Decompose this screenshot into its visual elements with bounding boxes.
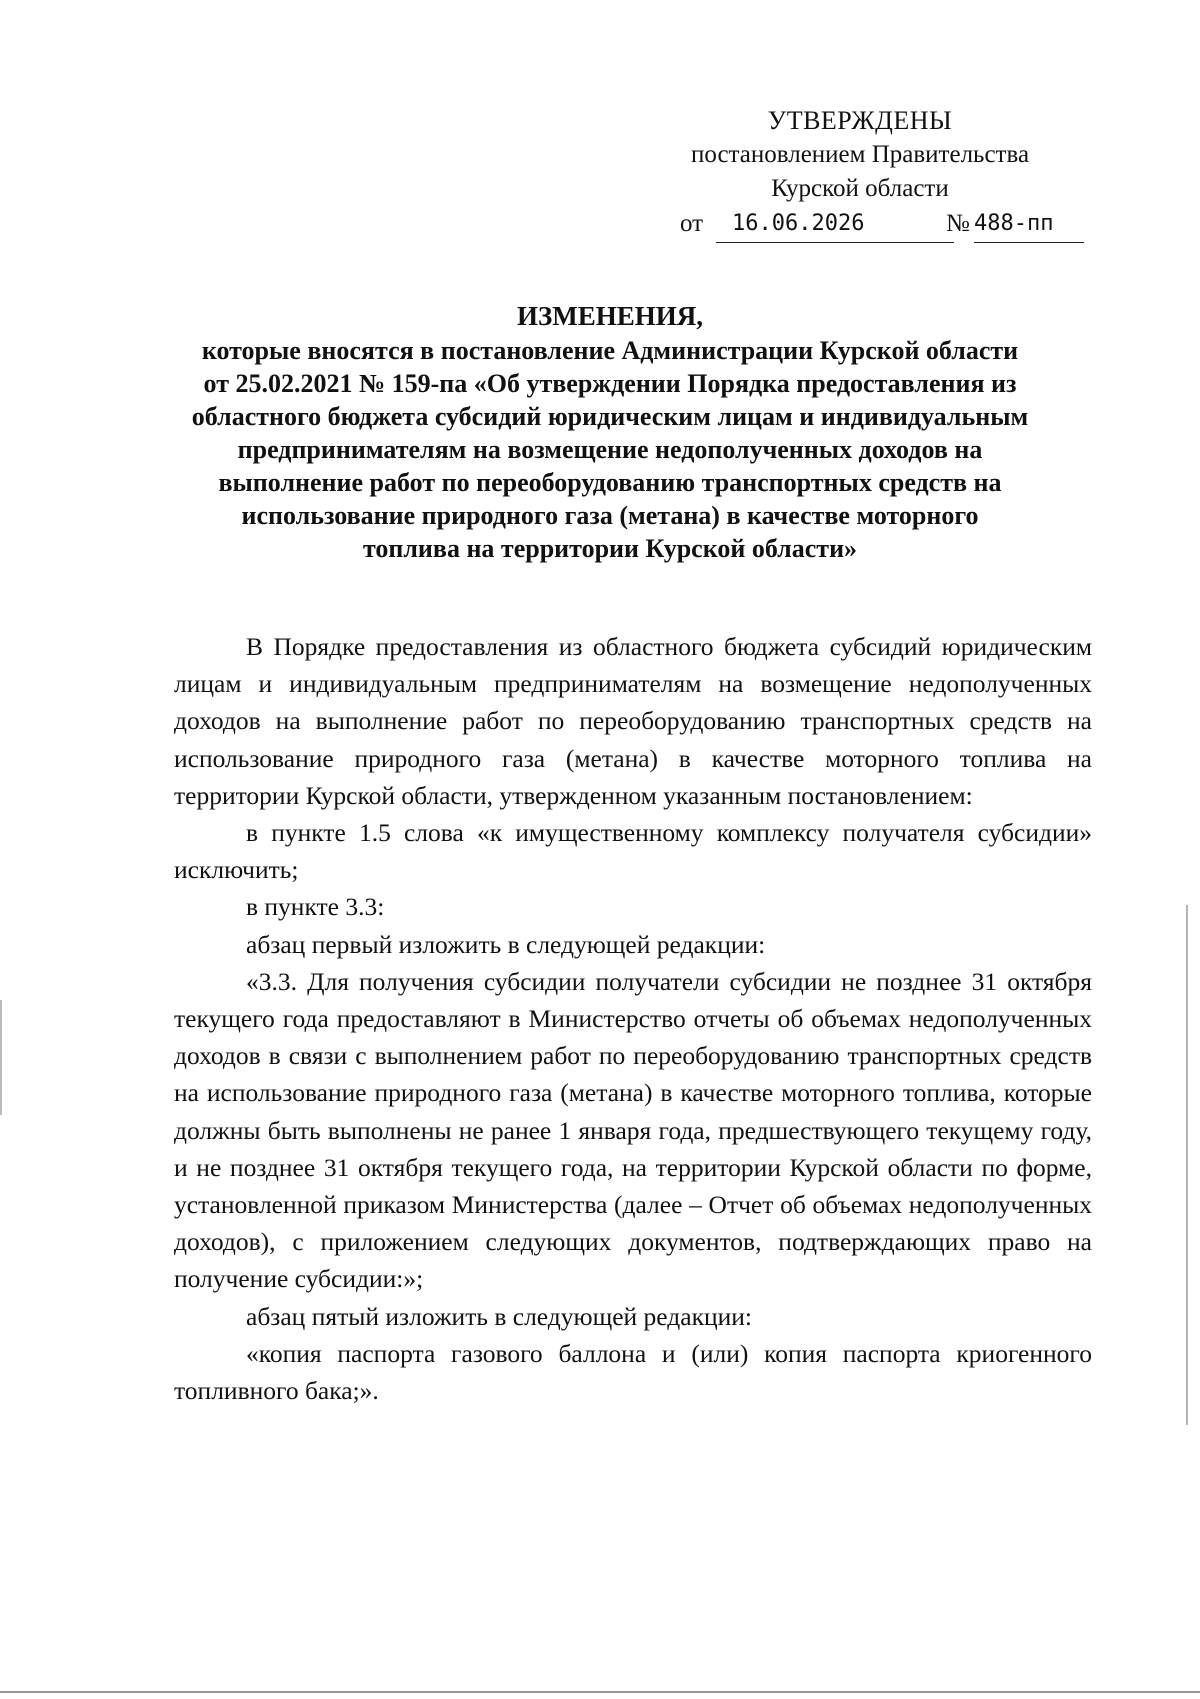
- body-paragraph: абзац первый изложить в следующей редакции:: [246, 929, 766, 959]
- approval-block: [630, 104, 1090, 206]
- heading-line: которые вносятся в постановление Администрации Курской области: [201, 336, 1019, 365]
- heading-line: топлива на территории Курской области»: [362, 534, 858, 563]
- document-date-number: [680, 206, 1100, 242]
- document-body: [174, 628, 1092, 1409]
- body-paragraph: абзац пятый изложить в следующей редакции:: [246, 1301, 752, 1331]
- body-paragraph: «3.3. Для получения субсидии получатели субсидии не позднее 31 октября текущего года предоставляют в Министерство отчеты об объемах недополученных доходов в связи с выполнением работ по переоборудованию транспортных средств на использование природного газа (метана) в качестве моторного топлива, которые должны быть выполнены не ранее 1 января года, предшествующего текущему году, и не позднее 31 октября текущего года, на территории Курской области по форме, установленной приказом Министерства (далее – Отчет об объемах недополученных доходов), с приложением следующих документов, подтверждающих право на получение субсидии:»;: [174, 966, 1092, 1294]
- approval-line-2: Курской области: [771, 175, 949, 202]
- body-paragraph: «копия паспорта газового баллона и (или) копия паспорта криогенного топливного бака;».: [174, 1338, 1092, 1406]
- approval-title: УТВЕРЖДЕНЫ: [767, 106, 953, 135]
- heading-line: предпринимателям на возмещение недополученных доходов на: [237, 435, 983, 464]
- heading-line: выполнение работ по переоборудованию транспортных средств на: [218, 468, 1002, 497]
- scan-artifact-bottom: [0, 1691, 1200, 1693]
- document-heading: [150, 300, 1070, 565]
- heading-title: ИЗМЕНЕНИЯ,: [516, 301, 703, 331]
- from-label: от: [680, 210, 704, 237]
- document-date: 16.06.2026: [716, 206, 954, 243]
- approval-line-1: постановлением Правительства: [690, 141, 1030, 168]
- document-number: 488-пп: [974, 206, 1084, 243]
- number-label: №: [946, 210, 970, 237]
- heading-line: от 25.02.2021 № 159-па «Об утверждении Порядка предоставления из: [203, 369, 1017, 398]
- body-paragraph: в пункте 1.5 слова «к имущественному комплексу получателя субсидии» исключить;: [174, 818, 1092, 885]
- heading-line: использование природного газа (метана) в качестве моторного: [241, 501, 979, 530]
- heading-line: областного бюджета субсидий юридическим лицам и индивидуальным: [191, 402, 1029, 431]
- scan-artifact-right: [1186, 905, 1188, 1425]
- scan-artifact-left: [0, 1000, 2, 1115]
- body-paragraph: В Порядке предоставления из областного бюджета субсидий юридическим лицам и индивидуальным предпринимателям на возмещение недополученных доходов на выполнение работ по переоборудованию транспортных средств на использование природного газа (метана) в качестве моторного топлива на территории Курской области, утвержденном указанным постановлением:: [174, 632, 1092, 810]
- body-paragraph: в пункте 3.3:: [246, 892, 385, 922]
